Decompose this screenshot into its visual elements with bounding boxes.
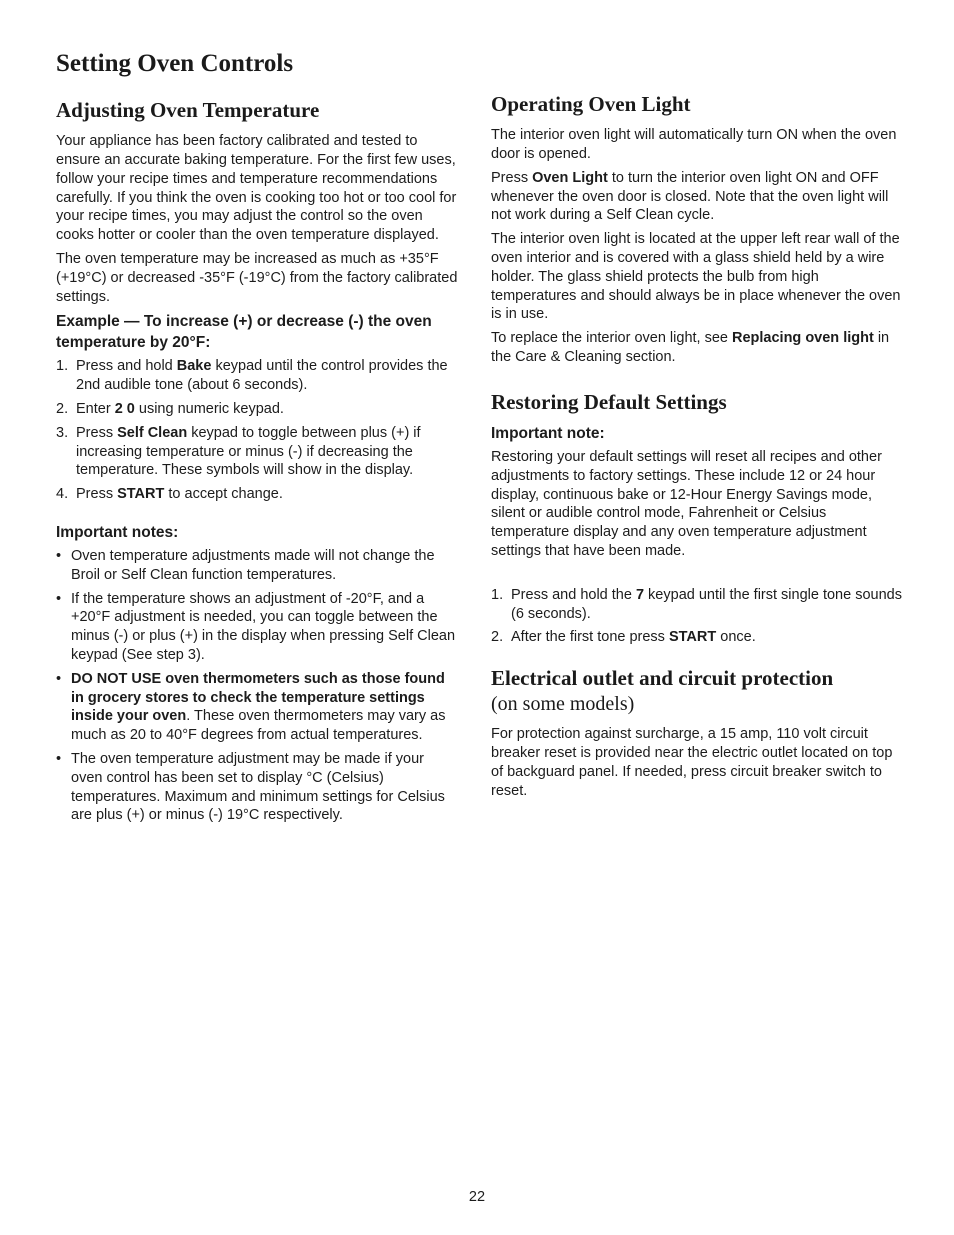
- note-item: [56, 750, 458, 825]
- oven-light-paragraph-3: The interior oven light is located at the upper left rear wall of the oven interior and is covered with a glass shield held by a wire holder. The glass shield protects the bulb from high temperatures and should always be in place whenever the oven is in use.: [491, 231, 901, 323]
- page-title: Setting Oven Controls: [56, 50, 294, 77]
- step-number: 3.: [56, 424, 69, 441]
- important-notes-heading: Important notes:: [56, 523, 179, 541]
- restoring-default-settings-section: [491, 390, 903, 647]
- step-text: Press and hold the: [511, 586, 636, 603]
- note-item: [56, 590, 458, 665]
- step-text: Press and hold: [76, 358, 177, 375]
- step-number: 2.: [491, 629, 504, 646]
- note-text: If the temperature shows an adjustment of -20°F, and a +20°F adjustment is needed, you can toggle between the minus (-) or plus (+) in the display when pressing Self Clean keypad (See step 3).: [71, 590, 456, 663]
- step-keypad: Bake: [176, 358, 212, 375]
- restore-steps-list: [491, 586, 903, 647]
- adjusting-oven-temperature-section: [56, 98, 458, 306]
- note-text: . These oven thermometers may vary as much as 20 to 40°F degrees from actual temperatures.: [71, 708, 446, 744]
- important-notes-list: [56, 547, 458, 825]
- step-text: keypad until the control provides the 2nd audible tone (about 6 seconds).: [76, 358, 448, 394]
- step-text: Press: [76, 486, 118, 503]
- step-item: [491, 628, 903, 647]
- step-item: [56, 424, 458, 480]
- right-column: [491, 92, 903, 806]
- bullet: •: [56, 750, 62, 767]
- step-number: 1.: [56, 358, 69, 375]
- bullet: •: [56, 590, 62, 607]
- note-item: [56, 670, 458, 745]
- step-keypad: Self Clean: [117, 424, 188, 441]
- left-column: [56, 98, 458, 830]
- note-text: The oven temperature adjustment may be made if your oven control has been set to display °C (Celsius) temperatures. Maximum and minimum settings for Celsius are plus (+) or minus (-) 19°C respectively.: [71, 750, 445, 824]
- outlet-heading-text: Electrical outlet and circuit protection: [491, 666, 834, 691]
- step-text: After the first tone press: [511, 629, 669, 646]
- step-text: once.: [716, 629, 756, 646]
- step-text: Press: [76, 424, 118, 441]
- restore-important-note-heading: Important note:: [491, 424, 605, 442]
- step-text: keypad to toggle between plus (+) if increasing temperature or minus (-) if decreasing the temperature. These symbols will show in the display.: [76, 424, 421, 479]
- paragraph-text: To replace the interior oven light, see: [491, 330, 732, 347]
- example-heading: Example — To increase (+) or decrease (-) the oven temperature by 20°F:: [56, 313, 432, 352]
- restore-heading: Restoring Default Settings: [491, 389, 727, 414]
- adjusting-paragraph-2: The oven temperature may be increased as much as +35°F (+19°C) or decreased -35°F (-19°C) from the factory calibrated settings.: [56, 250, 458, 305]
- adjusting-paragraph-1: Your appliance has been factory calibrated and tested to ensure an accurate baking temperature. For the first few uses, follow your recipe times and temperature recommendations carefully. If you think the oven is cooking too hot or too cool for your recipe times, you may adjust the control so the oven cooks hotter or cooler than the oven temperature displayed.: [56, 133, 457, 244]
- step-item: [491, 586, 903, 624]
- step-item: [56, 485, 458, 504]
- note-item: [56, 547, 458, 585]
- section-reference: Replacing oven light: [732, 330, 874, 347]
- step-keypad: 2 0: [114, 400, 135, 417]
- oven-light-heading: Operating Oven Light: [491, 92, 691, 116]
- paragraph-text: Press: [491, 169, 533, 186]
- bullet: •: [56, 670, 62, 687]
- page-number: 22: [468, 1189, 486, 1205]
- oven-light-paragraph-1: The interior oven light will automatically turn ON when the oven door is opened.: [491, 127, 897, 162]
- outlet-heading: [491, 666, 903, 716]
- step-item: [56, 400, 458, 419]
- operating-oven-light-section: [491, 92, 903, 367]
- oven-light-keypad: Oven Light: [532, 169, 608, 186]
- bullet: •: [56, 547, 62, 564]
- oven-light-paragraph-2: [491, 169, 903, 225]
- step-number: 2.: [56, 400, 69, 417]
- paragraph-text: to turn the interior oven light ON and OFF whenever the oven door is closed. Note that the oven light will not work during a Self Clean cycle.: [491, 169, 889, 224]
- example-steps-list: [56, 357, 458, 504]
- step-number: 1.: [491, 586, 504, 603]
- step-keypad: 7: [635, 586, 645, 603]
- adjusting-heading: Adjusting Oven Temperature: [56, 98, 320, 122]
- note-text: Oven temperature adjustments made will not change the Broil or Self Clean function temperatures.: [71, 547, 435, 583]
- step-text: to accept change.: [164, 486, 283, 503]
- paragraph-text: in the Care & Cleaning section.: [491, 330, 890, 365]
- note-bold-text: DO NOT USE oven thermometers such as those found in grocery stores to check the temperature settings inside your oven: [71, 670, 445, 725]
- step-text: Enter: [76, 400, 115, 417]
- outlet-paragraph: For protection against surcharge, a 15 amp, 110 volt circuit breaker reset is provided near the electric outlet located on top of backguard panel. If needed, press circuit breaker switch to reset.: [491, 726, 893, 799]
- electrical-outlet-section: [491, 666, 903, 801]
- oven-light-paragraph-4: [491, 329, 903, 367]
- restore-paragraph: Restoring your default settings will reset all recipes and other adjustments to factory settings. These include 12 or 24 hour display, continuous bake or 12-Hour Energy Savings mode, silent or audible control mode, Fahrenheit or Celsius temperature display and any oven temperature adjustment settings that have been made.: [491, 448, 882, 559]
- outlet-subheading: (on some models): [491, 693, 635, 716]
- step-text: keypad until the first single tone sounds (6 seconds).: [511, 586, 902, 622]
- step-item: [56, 357, 458, 395]
- step-keypad: START: [668, 629, 717, 646]
- step-number: 4.: [56, 486, 69, 503]
- step-keypad: START: [117, 486, 165, 503]
- step-text: using numeric keypad.: [134, 400, 284, 417]
